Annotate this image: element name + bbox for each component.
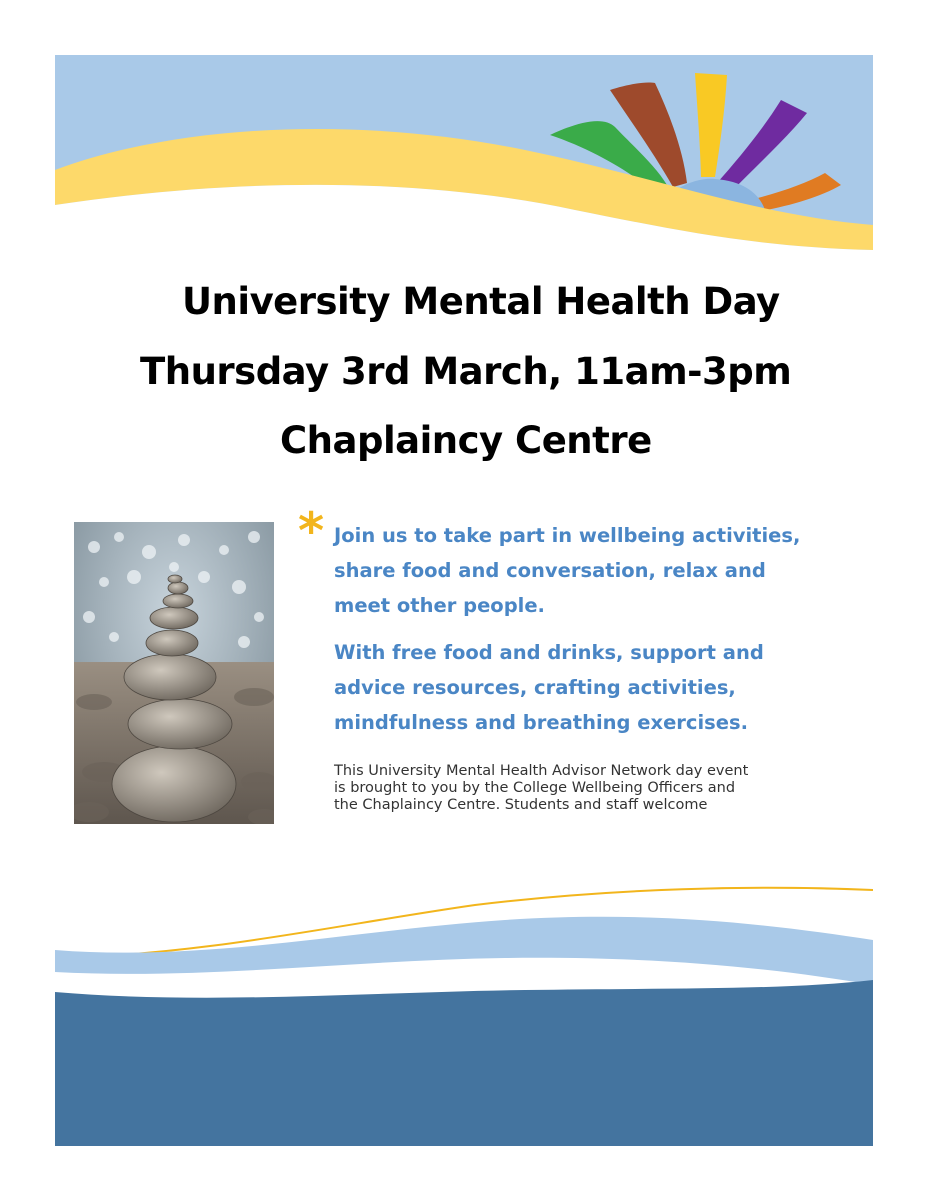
event-location: Chaplaincy Centre xyxy=(280,419,652,462)
footnote-line: the Chaplaincy Centre. Students and staff welcome xyxy=(334,797,708,813)
paragraph-line: advice resources, crafting activities, xyxy=(334,676,736,699)
paragraph-line: meet other people. xyxy=(334,594,545,617)
paragraph-line: Join us to take part in wellbeing activities, xyxy=(334,524,801,547)
footnote-line: This University Mental Health Advisor Network day event xyxy=(334,763,749,779)
bullet-asterisk-icon: * xyxy=(298,502,325,560)
header-sun-banner xyxy=(55,55,873,250)
paragraph-line: With free food and drinks, support and xyxy=(334,641,764,664)
footnote-line: is brought to you by the College Wellbeing Officers and xyxy=(334,780,736,796)
dark-blue-wave xyxy=(55,980,873,1146)
footer-wave-banner xyxy=(55,880,873,1146)
description-paragraph-1 xyxy=(334,518,800,623)
event-title: University Mental Health Day xyxy=(182,280,780,323)
paragraph-line: mindfulness and breathing exercises. xyxy=(334,711,749,734)
event-date-time: Thursday 3rd March, 11am-3pm xyxy=(140,350,792,393)
stacked-stones-photo xyxy=(74,522,274,824)
paragraph-line: share food and conversation, relax and xyxy=(334,559,766,582)
footnote xyxy=(334,763,748,814)
description-paragraph-2 xyxy=(334,635,764,740)
